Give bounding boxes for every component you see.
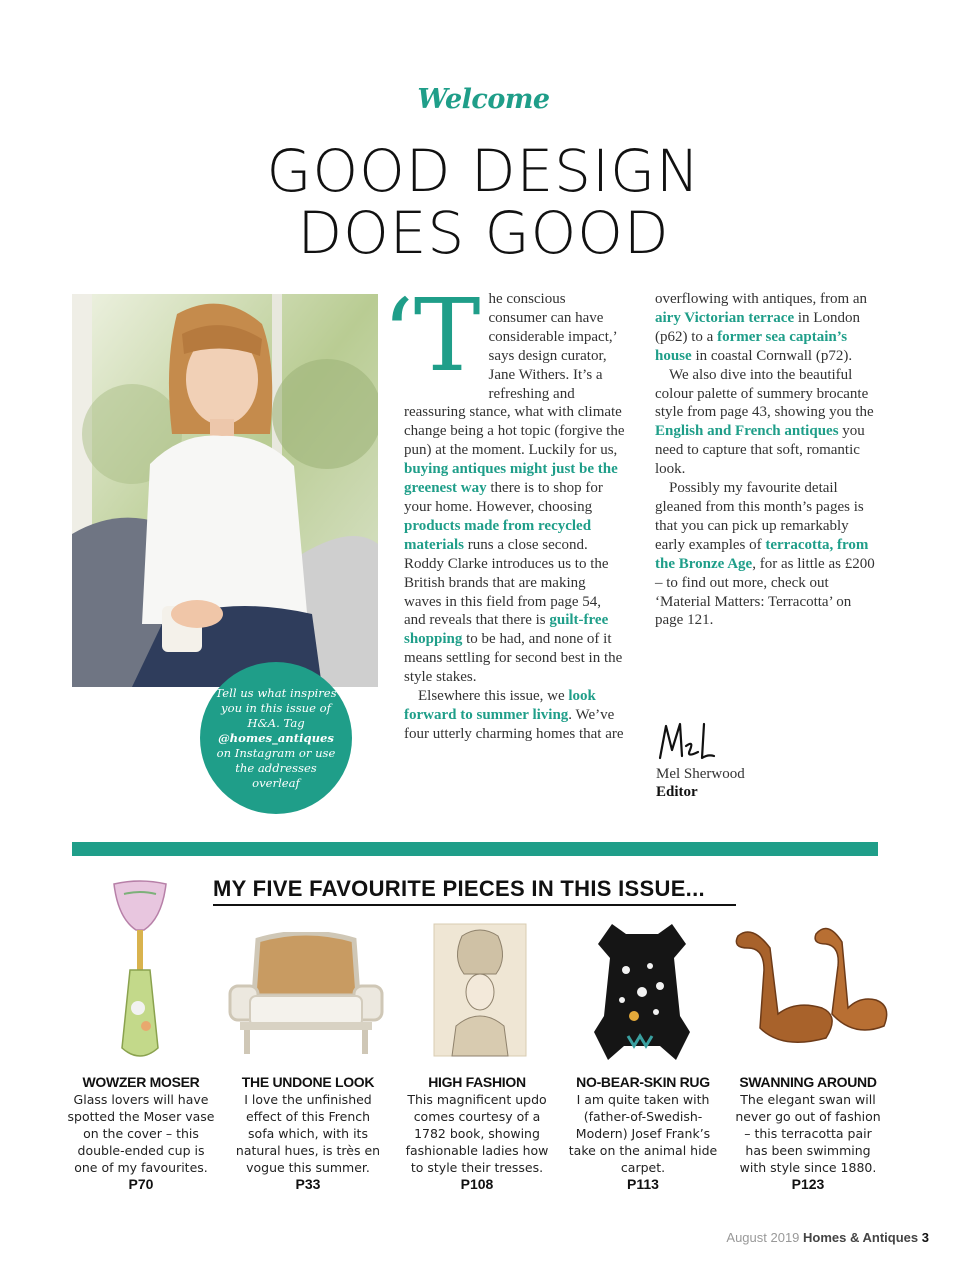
page-headline — [0, 137, 967, 267]
editor-name: Mel Sherwood — [656, 766, 745, 782]
editor-photo — [72, 294, 378, 687]
bubble-text-end: on Instagram or use the addresses overleaf — [216, 745, 336, 790]
favourite-item-2 — [233, 1074, 383, 1192]
article-column-1 — [382, 277, 626, 744]
highlighted-phrase: buying antiques might just be the greenest way — [404, 461, 618, 497]
body-text: there is to shop for your home. However, choosing — [404, 480, 603, 515]
item-page-ref: P108 — [460, 1176, 494, 1192]
fashion-print-image — [432, 922, 528, 1063]
highlighted-phrase: products made from recycled materials — [404, 517, 592, 553]
item-page-ref: P33 — [295, 1176, 321, 1192]
body-text: you need to capture that soft, romantic look. — [655, 423, 865, 478]
item-page-ref: P123 — [791, 1176, 825, 1192]
item-description: Glass lovers will have spotted the Moser vase on the cover – this double-ended cup is one of my favourites. — [67, 1092, 215, 1175]
body-text: runs a close second. Roddy Clarke introduces us to the British brands that are making waves in this field from page 54, and reveals that there is — [404, 536, 609, 629]
page-number: 3 — [921, 1230, 929, 1245]
highlighted-phrase: guilt-free shopping — [404, 612, 609, 648]
highlighted-phrase: look forward to summer living — [404, 688, 596, 723]
editor-signature — [656, 720, 726, 769]
item-description: I love the unfinished effect of this French sofa which, with its natural hues, is très en vogue this summer. — [235, 1092, 381, 1175]
bubble-text: Tell us what inspires you in this issue of H&A. Tag — [215, 685, 337, 730]
favourite-item-5 — [733, 1074, 883, 1192]
social-callout-bubble — [200, 662, 352, 814]
item-page-ref: P70 — [128, 1176, 154, 1192]
body-text: in coastal Cornwall (p72). — [691, 347, 853, 364]
item-title: NO-BEAR-SKIN RUG — [576, 1074, 710, 1090]
issue-date: August 2019 — [726, 1230, 800, 1245]
highlighted-phrase: English and French antiques — [655, 423, 839, 440]
editor-role: Editor — [656, 784, 698, 800]
moser-cup-image — [100, 878, 180, 1073]
item-page-ref: P113 — [627, 1176, 659, 1192]
col1-p2-text — [404, 687, 626, 744]
item-title: HIGH FASHION — [428, 1074, 526, 1090]
highlighted-phrase: terracotta, from the Bronze Age — [655, 536, 869, 572]
col2-p3-text — [655, 479, 881, 630]
article-column-2 — [655, 290, 881, 630]
body-text: We also dive into the beautiful colour palette of summery brocante style from page 43, showing you the — [655, 366, 874, 421]
article-intro — [382, 277, 626, 687]
favourite-item-1 — [66, 1074, 216, 1192]
terracotta-swans-image — [730, 918, 896, 1073]
body-text: Possibly my favourite detail gleaned from this month’s pages is that you can pick up remarkably early examples of — [655, 480, 864, 553]
favourite-item-3 — [402, 1074, 552, 1192]
item-title: THE UNDONE LOOK — [241, 1074, 375, 1090]
item-title: SWANNING AROUND — [739, 1074, 877, 1090]
french-sofa-image — [222, 932, 390, 1061]
headline-line-1: GOOD DESIGN — [266, 137, 701, 205]
highlighted-phrase: airy Victorian terrace — [655, 309, 795, 326]
headline-line-2: DOES GOOD — [297, 199, 670, 267]
body-text: . We’ve four utterly charming homes that are — [404, 706, 624, 742]
body-text: he conscious consumer can have considerable impact,’ says design curator, Jane Withers. It’s a refreshing and reassuring stance, what with climate change being a hot topic (forgive the pun) at the moment. Luckily for us, — [404, 291, 625, 459]
body-text: , for as little as £200 – to find out more, check out ‘Material Matters: Terracotta’ on page 121. — [655, 555, 875, 629]
item-description: This magnificent updo comes courtesy of a 1782 book, showing fashionable ladies how to style their tresses. — [405, 1092, 549, 1175]
body-text: overflowing with antiques, from an — [655, 291, 868, 307]
page-footer — [726, 1230, 929, 1245]
drop-cap: ‘T — [382, 277, 481, 394]
item-description: I am quite taken with (father-of-Swedish-Modern) Josef Frank’s take on the animal hide carpet. — [568, 1092, 718, 1175]
body-text: to be had, and none of it means settling for second best in the style stakes. — [404, 631, 623, 686]
section-divider — [72, 842, 878, 856]
animal-rug-image — [590, 920, 694, 1069]
magazine-name: Homes & Antiques — [803, 1230, 919, 1245]
favourite-item-4 — [568, 1074, 718, 1192]
col2-p1-text — [655, 290, 881, 366]
body-text: in London (p62) to a — [655, 309, 860, 345]
item-title: WOWZER MOSER — [82, 1074, 200, 1090]
body-text: Elsewhere this issue, we — [418, 688, 569, 705]
favourites-heading: MY FIVE FAVOURITE PIECES IN THIS ISSUE... — [213, 876, 736, 906]
instagram-handle: @homes_antiques — [218, 730, 334, 745]
item-description: The elegant swan will never go out of fashion – this terracotta pair has been swimming with style since 1880. — [735, 1092, 881, 1175]
section-kicker: Welcome — [417, 84, 550, 115]
col2-p2-text — [655, 366, 881, 479]
highlighted-phrase: former sea captain’s house — [655, 328, 848, 364]
